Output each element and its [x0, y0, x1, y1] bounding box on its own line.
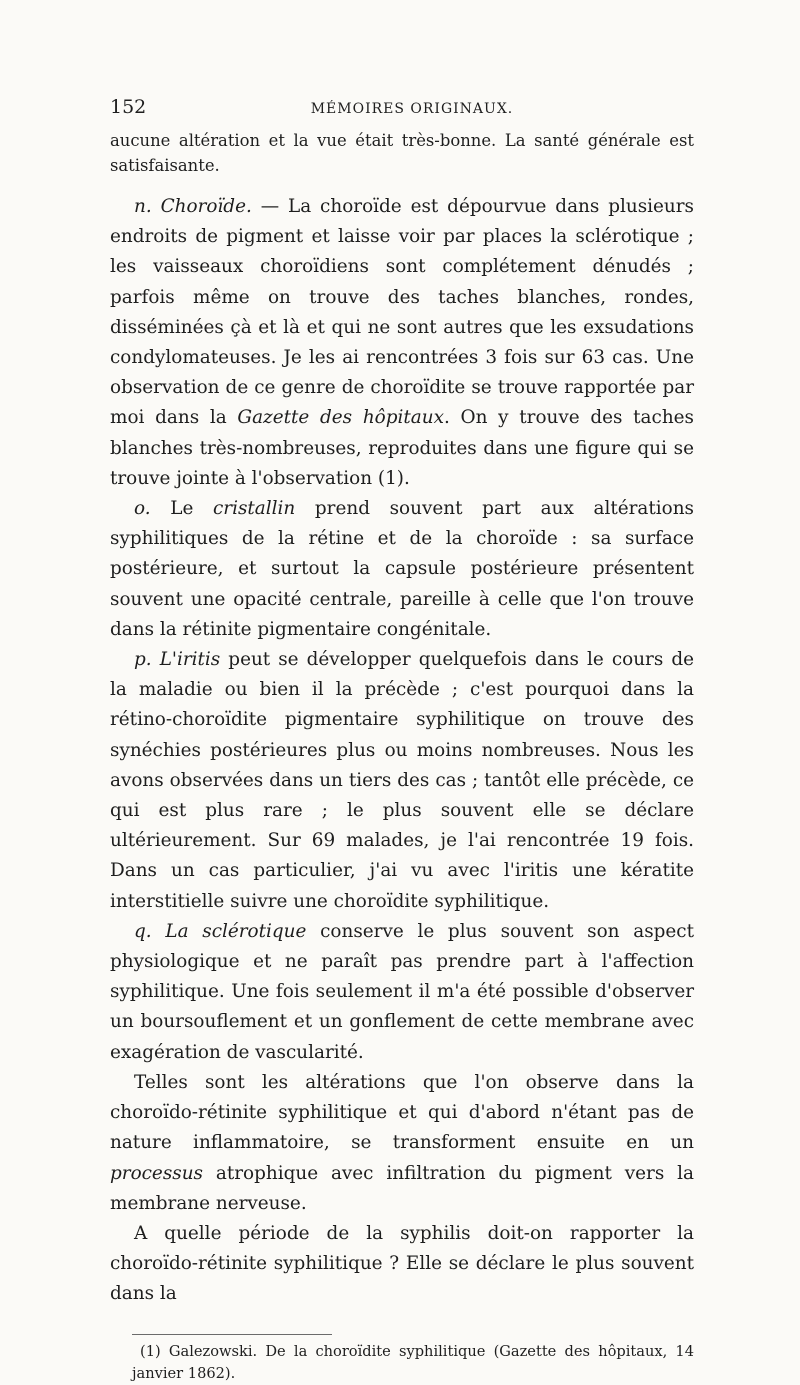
footnote: (1) Galezowski. De la choroïdite syphilitique (Gazette des hôpitaux, 14 janvier 1862). [132, 1342, 694, 1382]
section-p-marker: p. [134, 649, 152, 671]
section-n-choroide [110, 192, 694, 494]
section-n-text: — La choroïde est dépourvue dans plusieurs endroits de pigment et laisse voir par places la sclérotique ; les vaisseaux choroïdiens sont complétement dénudés ; parfois même on trouve des taches blanches, rondes, disséminées çà et là et qui ne sont autres que les exsudations condylomateuses. Je les ai rencontrées 3 fois sur 63 cas. Une observation de ce genre de choroïdite se trouve rapportée par moi dans la [110, 196, 694, 429]
conclusion-paragraph [110, 1068, 694, 1219]
body-text [110, 128, 694, 1310]
question-paragraph: A quelle période de la syphilis doit-on rapporter la choroïdo-rétinite syphilitique ? Elle se déclare le plus souvent dans la [110, 1222, 694, 1305]
section-o-text-a: Le [150, 498, 213, 520]
section-q-sclerotique [110, 917, 694, 1068]
section-q-term: La sclérotique [165, 920, 307, 942]
page-number: 152 [110, 96, 147, 118]
continuation-paragraph: aucune altération et la vue était très-bonne. La santé générale est satisfaisante. [110, 131, 694, 175]
page-header [110, 96, 694, 128]
section-o-term: cristallin [213, 498, 296, 520]
section-o-cristallin [110, 494, 694, 645]
conclusion-text-b: atrophique avec infiltration du pigment vers la membrane nerveuse. [110, 1162, 694, 1214]
section-n-text-end: . On y trouve des taches blanches très-nombreuses, reproduites dans une figure qui se trouve jointe à l'observation (1). [110, 407, 694, 489]
journal-title: Gazette des hôpitaux [237, 407, 444, 429]
footnote-rule [132, 1334, 332, 1335]
section-p-iritis [110, 645, 694, 917]
section-o-marker: o. [134, 498, 151, 520]
section-q-text: conserve le plus souvent son aspect physiologique et ne paraît pas prendre part à l'affection syphilitique. Une fois seulement il m'a été possible d'observer un boursouflement et un gonflement de cette membrane avec exagération de vascularité. [110, 920, 694, 1063]
section-p-text: peut se développer quelquefois dans le cours de la maladie ou bien il la précède ; c'est pourquoi dans la rétino-choroïdite pigmentaire syphilitique on trouve des synéchies postérieures plus ou moins nombreuses. Nous les avons observées dans un tiers des cas ; tantôt elle précède, ce qui est plus rare ; le plus souvent elle se déclare ultérieurement. Sur 69 malades, je l'ai rencontrée 19 fois. Dans un cas particulier, j'ai vu avec l'iritis une kératite interstitielle suivre une choroïdite syphilitique. [110, 649, 694, 912]
section-n-marker: n. Choroïde. [134, 196, 252, 217]
book-page [110, 96, 694, 1385]
conclusion-text-a: Telles sont les altérations que l'on observe dans la choroïdo-rétinite syphilitique et qui d'abord n'étant pas de nature inflammatoire, se transforment ensuite en un [110, 1071, 694, 1154]
section-p-term: L'iritis [159, 649, 221, 671]
running-title: MÉMOIRES ORIGINAUX. [310, 101, 514, 117]
section-o-text-b: prend souvent part aux altérations syphilitiques de la rétine et de la choroïde : sa surface postérieure, et surtout la capsule postérieure présentent souvent une opacité centrale, pareille à celle que l'on trouve dans la rétinite pigmentaire congénitale. [110, 498, 694, 640]
conclusion-term: processus [110, 1162, 203, 1184]
section-q-marker: q. [134, 920, 152, 942]
